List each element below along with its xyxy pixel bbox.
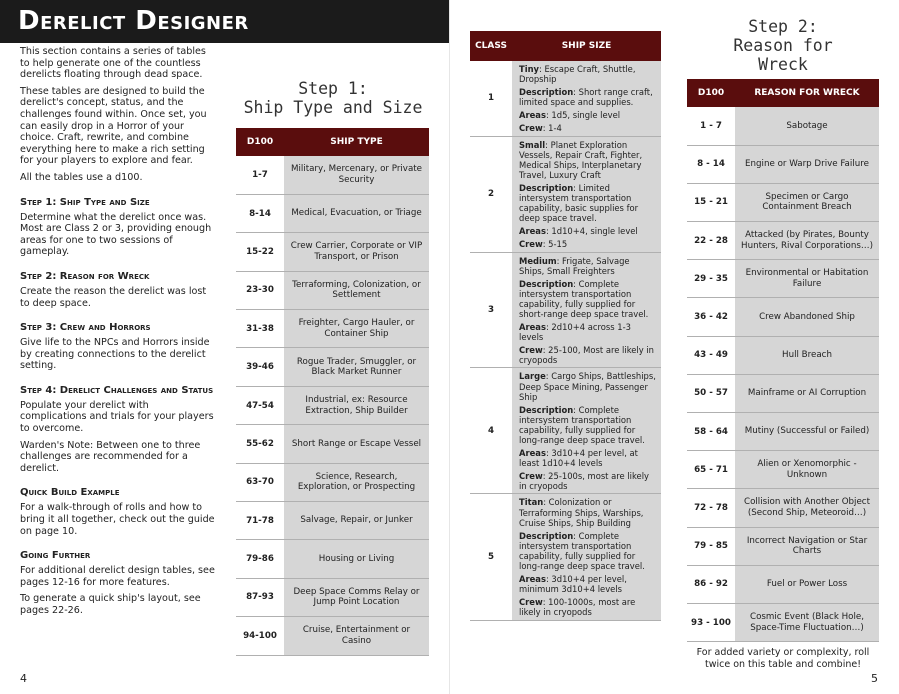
roll-cell: 36 - 42 (687, 298, 735, 336)
size-line-label: Crew (519, 239, 543, 250)
size-line-label: Crew (519, 345, 543, 356)
section-heading: Step 3: Crew and Horrors (20, 322, 151, 334)
roll-cell: 86 - 92 (687, 565, 735, 603)
roll-cell: 29 - 35 (687, 260, 735, 298)
size-line (519, 497, 657, 527)
size-line-text: : 25-100s, most are likely in cryopods (519, 471, 649, 492)
size-line-text: : 25-100, Most are likely in cryopods (519, 345, 654, 366)
section-paragraph: For additional derelict design tables, see pages 12-16 for more features. (20, 565, 215, 588)
ship-type-cell: Freighter, Cargo Hauler, or Container Ship (284, 310, 429, 348)
size-line-text: : 5-15 (542, 239, 568, 250)
wreck-reason-cell: Incorrect Navigation or Star Charts (735, 527, 879, 565)
size-line-label: Crew (519, 471, 543, 482)
wreck-col-reason: REASON FOR WRECK (735, 79, 879, 107)
size-line-text: : 100-1000s, most are likely in cryopods (519, 597, 636, 618)
ship-size-cell (512, 61, 661, 136)
step1-heading-line1: Step 1: (298, 79, 368, 98)
page-number-left: 4 (20, 672, 27, 685)
wreck-footnote: For added variety or complexity, roll twice on this table and combine! (696, 647, 870, 670)
wreck-reason-cell: Collision with Another Object (Second Ship, Meteoroid…) (735, 489, 879, 527)
wreck-reason-cell: Attacked (by Pirates, Bounty Hunters, Rival Corporations…) (735, 222, 879, 260)
roll-cell: 72 - 78 (687, 489, 735, 527)
size-line-label: Crew (519, 123, 543, 134)
ship-type-cell: Deep Space Comms Relay or Jump Point Location (284, 578, 429, 616)
size-line-text: : 1-4 (542, 123, 562, 134)
class-cell: 3 (470, 252, 512, 368)
size-line (519, 531, 657, 571)
wreck-reason-cell: Mainframe or AI Corruption (735, 374, 879, 412)
ship-type-cell: Industrial, ex: Resource Extraction, Ship Builder (284, 386, 429, 424)
table-row (687, 374, 879, 412)
wreck-reason-cell: Hull Breach (735, 336, 879, 374)
step2-heading (687, 17, 879, 74)
size-line-label: Tiny (519, 64, 540, 74)
size-line-text: : Complete intersystem transportation capability, fully supplied for short-range deep space travel. (519, 278, 649, 319)
size-line (519, 239, 657, 249)
table-row (470, 494, 661, 620)
step2-heading-line3: Wreck (758, 55, 808, 74)
table-row (470, 61, 661, 136)
section-paragraph: Determine what the derelict once was. Most are Class 2 or 3, providing enough areas for one to two sessions of gameplay. (20, 211, 212, 258)
step2-heading-line2: Reason for (733, 36, 833, 55)
roll-cell: 50 - 57 (687, 374, 735, 412)
size-line-text: : Cargo Ships, Battleships, Deep Space Mining, Passenger Ship (519, 371, 656, 402)
intro-paragraph-3: All the tables use a d100. (20, 171, 143, 183)
ship-type-cell: Science, Research, Exploration, or Prospecting (284, 463, 429, 501)
ship-size-cell (512, 494, 661, 620)
ship-type-cell: Cruise, Entertainment or Casino (284, 617, 429, 655)
section-list (20, 197, 216, 617)
size-line-text: : Colonization or Terraforming Ships, Warships, Cruise Ships, Ship Building (519, 497, 644, 528)
section-heading: Step 4: Derelict Challenges and Status (20, 384, 214, 396)
roll-cell: 15 - 21 (687, 183, 735, 221)
intro-paragraph-2: These tables are designed to build the derelict's concept, status, and the challenges found within. Once set, you can easily drop in a Horror of your choice. Craft, rewrite, and combine everything here to make a rich setting for your players to explore and fear. (20, 85, 207, 167)
size-line-label: Description (519, 278, 574, 289)
size-line (519, 256, 657, 276)
roll-cell: 22 - 28 (687, 222, 735, 260)
roll-cell: 47-54 (236, 386, 284, 424)
page-gutter (449, 0, 450, 694)
size-line (519, 183, 657, 223)
roll-cell: 39-46 (236, 348, 284, 386)
wreck-reason-cell: Environmental or Habitation Failure (735, 260, 879, 298)
page-number-right: 5 (871, 672, 878, 685)
size-line-label: Description (519, 404, 574, 415)
roll-cell: 1-7 (236, 156, 284, 194)
roll-cell: 8 - 14 (687, 145, 735, 183)
size-line-label: Description (519, 182, 574, 193)
table-row (687, 413, 879, 451)
size-line-text: : 3d10+4 per level, at least 1d10+4 levels (519, 448, 638, 469)
table-row (687, 183, 879, 221)
ship-type-col-type: SHIP TYPE (284, 128, 429, 156)
table-row (236, 271, 429, 309)
table-row (687, 489, 879, 527)
size-line-text: : 3d10+4 per level, minimum 3d10+4 levels (519, 574, 627, 595)
size-line-label: Description (519, 87, 574, 98)
ship-type-table (236, 128, 429, 656)
roll-cell: 31-38 (236, 310, 284, 348)
wreck-reason-cell: Fuel or Power Loss (735, 565, 879, 603)
roll-cell: 65 - 71 (687, 451, 735, 489)
size-line (519, 471, 657, 491)
roll-cell: 23-30 (236, 271, 284, 309)
section-paragraph: Warden's Note: Between one to three challenges are recommended for a derelict. (20, 439, 201, 474)
size-line (519, 322, 657, 342)
roll-cell: 79-86 (236, 540, 284, 578)
size-line-text: : Complete intersystem transportation capability, fully supplied for long-range deep space travel. (519, 530, 645, 572)
size-line (519, 226, 657, 236)
roll-cell: 71-78 (236, 502, 284, 540)
ship-size-cell (512, 136, 661, 252)
size-line-label: Areas (519, 110, 546, 121)
size-line-label: Areas (519, 448, 546, 459)
wreck-reason-cell: Cosmic Event (Black Hole, Space-Time Fluctuation…) (735, 603, 879, 641)
roll-cell: 1 - 7 (687, 107, 735, 145)
table-row (687, 298, 879, 336)
size-line (519, 110, 657, 120)
roll-cell: 8-14 (236, 194, 284, 232)
size-line-label: Large (519, 371, 546, 382)
roll-cell: 63-70 (236, 463, 284, 501)
size-line-label: Titan (519, 497, 544, 508)
ship-type-cell: Military, Mercenary, or Private Security (284, 156, 429, 194)
table-row (687, 527, 879, 565)
class-cell: 1 (470, 61, 512, 136)
roll-cell: 15-22 (236, 233, 284, 271)
wreck-col-roll: D100 (687, 79, 735, 107)
page-title: Derelict Designer (18, 6, 249, 36)
size-line (519, 597, 657, 617)
step1-heading-line2: Ship Type and Size (243, 98, 423, 117)
roll-cell: 87-93 (236, 578, 284, 616)
size-line (519, 345, 657, 365)
wreck-reason-cell: Engine or Warp Drive Failure (735, 145, 879, 183)
step2-heading-line1: Step 2: (748, 17, 818, 36)
ship-type-cell: Medical, Evacuation, or Triage (284, 194, 429, 232)
ship-size-cell (512, 368, 661, 494)
size-line-text: : 1d10+4, single level (545, 226, 638, 237)
table-row (470, 136, 661, 252)
roll-cell: 79 - 85 (687, 527, 735, 565)
size-line-text: : Escape Craft, Shuttle, Dropship (519, 64, 636, 85)
wreck-reason-table (687, 79, 879, 642)
size-line-label: Small (519, 139, 546, 150)
size-line (519, 371, 657, 401)
size-line (519, 64, 657, 84)
size-line-text: : 1d5, single level (545, 110, 621, 121)
table-row (236, 233, 429, 271)
wreck-reason-cell: Sabotage (735, 107, 879, 145)
size-line-text: : Planet Exploration Vessels, Repair Craft, Fighter, Medical Ships, Interplanetary Travel, Luxury Craft (519, 139, 643, 180)
ship-type-cell: Rogue Trader, Smuggler, or Black Market Runner (284, 348, 429, 386)
ship-type-col-roll: D100 (236, 128, 284, 156)
size-line-text: : Complete intersystem transportation capability, fully supplied for long-range deep space travel. (519, 404, 645, 445)
table-row (470, 252, 661, 368)
table-row (236, 348, 429, 386)
section-paragraph: Give life to the NPCs and Horrors inside by creating connections to the derelict setting. (20, 337, 210, 372)
roll-cell: 55-62 (236, 425, 284, 463)
size-line (519, 279, 657, 319)
size-line (519, 448, 657, 468)
size-line-text: : Limited intersystem transportation capability, basic supplies for deep space travel. (519, 182, 639, 224)
ship-type-cell: Salvage, Repair, or Junker (284, 502, 429, 540)
section-heading: Step 2: Reason for Wreck (20, 270, 150, 282)
table-row (687, 260, 879, 298)
ship-type-cell: Crew Carrier, Corporate or VIP Transport, or Prison (284, 233, 429, 271)
section-paragraph: For a walk-through of rolls and how to bring it all together, check out the guide on page 10. (20, 502, 215, 537)
ship-type-cell: Short Range or Escape Vessel (284, 425, 429, 463)
intro-column (20, 46, 216, 622)
roll-cell: 93 - 100 (687, 603, 735, 641)
intro-paragraph-1: This section contains a series of tables to help generate one of the countless derelicts floating through dead space. (20, 46, 206, 81)
wreck-reason-cell: Mutiny (Successful or Failed) (735, 413, 879, 451)
table-row (236, 463, 429, 501)
roll-cell: 94-100 (236, 617, 284, 655)
table-row (236, 194, 429, 232)
section-paragraph: To generate a quick ship's layout, see pages 22-26. (20, 593, 201, 616)
size-line (519, 87, 657, 107)
ship-size-cell (512, 252, 661, 368)
wreck-reason-cell: Specimen or Cargo Containment Breach (735, 183, 879, 221)
table-row (236, 578, 429, 616)
ship-size-table (470, 31, 661, 621)
table-row (687, 603, 879, 641)
size-line (519, 140, 657, 180)
class-cell: 2 (470, 136, 512, 252)
table-row (687, 451, 879, 489)
section-heading: Going Further (20, 550, 91, 562)
ship-size-col-class: CLASS (470, 31, 512, 61)
table-row (470, 368, 661, 494)
roll-cell: 58 - 64 (687, 413, 735, 451)
table-row (236, 310, 429, 348)
table-row (236, 156, 429, 194)
wreck-reason-cell: Alien or Xenomorphic - Unknown (735, 451, 879, 489)
size-line-label: Areas (519, 322, 546, 333)
size-line-text: : 2d10+4 across 1-3 levels (519, 322, 631, 343)
table-row (687, 107, 879, 145)
size-line-label: Crew (519, 597, 543, 608)
size-line-label: Areas (519, 574, 546, 585)
table-row (236, 502, 429, 540)
table-row (687, 565, 879, 603)
table-row (687, 145, 879, 183)
header-bar (0, 0, 449, 43)
table-row (236, 386, 429, 424)
ship-type-cell: Terraforming, Colonization, or Settlement (284, 271, 429, 309)
size-line (519, 123, 657, 133)
size-line-label: Description (519, 530, 574, 541)
ship-size-col-size: SHIP SIZE (512, 31, 661, 61)
size-line-label: Areas (519, 226, 546, 237)
section-heading: Step 1: Ship Type and Size (20, 196, 150, 208)
size-line-text: : Short range craft, limited space and supplies. (519, 87, 653, 108)
size-line (519, 574, 657, 594)
class-cell: 4 (470, 368, 512, 494)
roll-cell: 43 - 49 (687, 336, 735, 374)
table-row (687, 336, 879, 374)
table-row (236, 617, 429, 655)
size-line-text: : Frigate, Salvage Ships, Small Freighters (519, 255, 630, 276)
size-line-label: Medium (519, 255, 557, 266)
section-heading: Quick Build Example (20, 487, 120, 499)
wreck-reason-cell: Crew Abandoned Ship (735, 298, 879, 336)
section-paragraph: Create the reason the derelict was lost to deep space. (20, 285, 207, 309)
class-cell: 5 (470, 494, 512, 620)
table-row (236, 425, 429, 463)
step1-heading (228, 79, 438, 117)
table-row (687, 222, 879, 260)
ship-type-cell: Housing or Living (284, 540, 429, 578)
size-line (519, 405, 657, 445)
section-paragraph: Populate your derelict with complications and trials for your players to overcome. (20, 399, 214, 435)
table-row (236, 540, 429, 578)
